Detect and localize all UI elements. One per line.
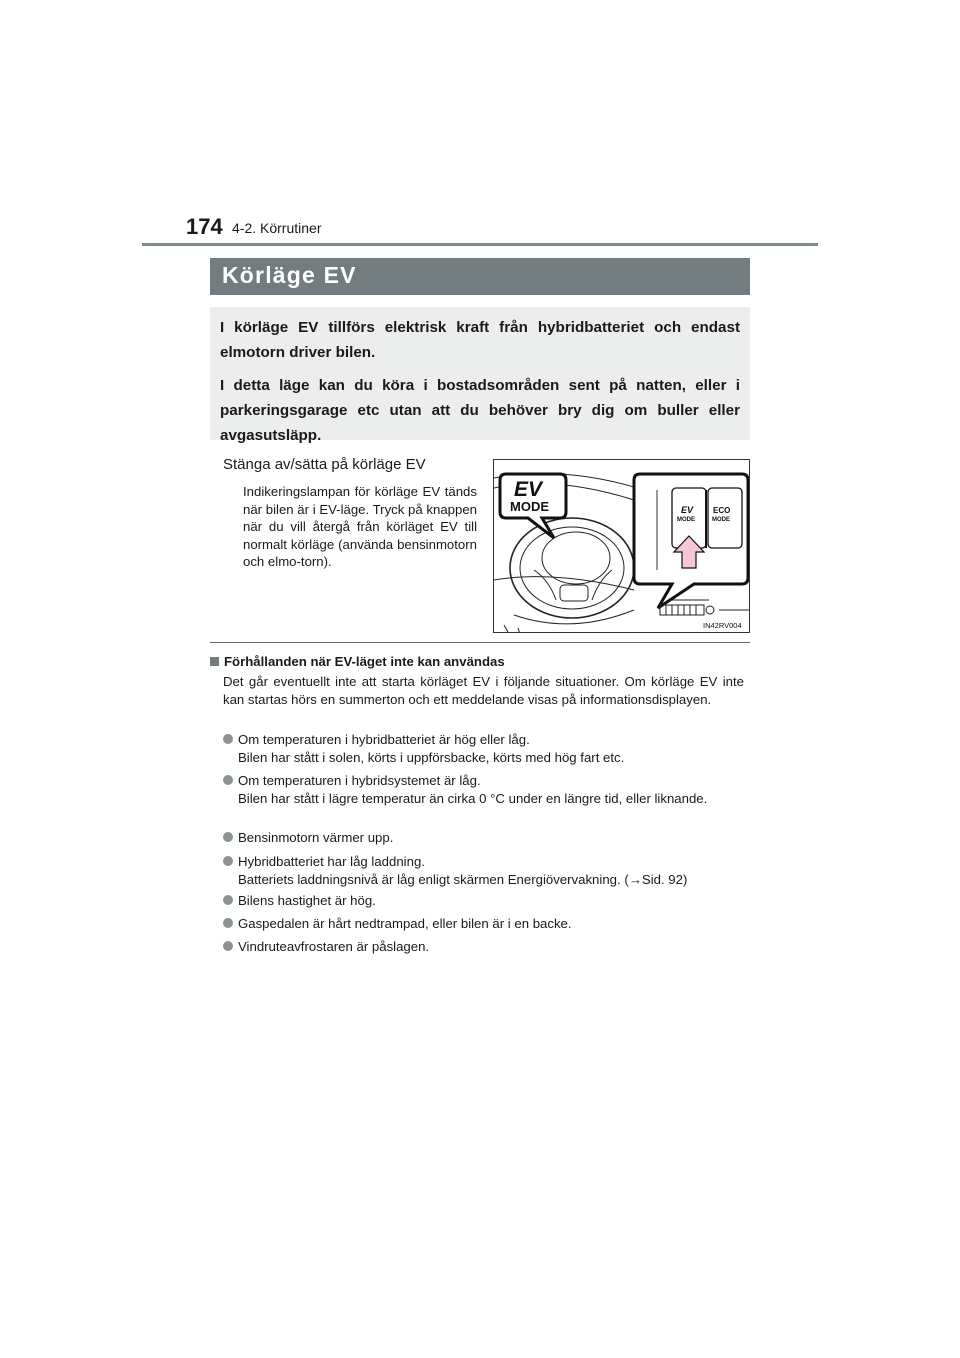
list-item-line1: Bilens hastighet är hög. bbox=[238, 893, 376, 908]
conditions-heading bbox=[210, 654, 505, 669]
dashboard-drawing bbox=[494, 460, 750, 633]
page-number: 174 bbox=[186, 214, 223, 239]
list-item bbox=[223, 731, 747, 767]
bullet-icon bbox=[223, 941, 233, 951]
title-bar bbox=[210, 258, 750, 295]
ev-button-label-top: EV bbox=[681, 505, 694, 515]
list-item bbox=[223, 938, 747, 956]
switch-row bbox=[660, 605, 714, 615]
callout-mode-text: MODE bbox=[510, 499, 549, 514]
bullet-icon bbox=[223, 832, 233, 842]
list-item bbox=[223, 915, 747, 933]
square-bullet-icon bbox=[210, 657, 219, 666]
list-item bbox=[223, 829, 747, 847]
list-item-line1: Om temperaturen i hybridbatteriet är hög eller låg. bbox=[238, 732, 530, 747]
intro-box bbox=[210, 307, 750, 444]
figure-code: IN42RV004 bbox=[703, 621, 742, 630]
list-item-line1: Gaspedalen är hårt nedtrampad, eller bilen är i en backe. bbox=[238, 916, 572, 931]
callout-ev-text: EV bbox=[514, 478, 543, 501]
conditions-heading-text: Förhållanden när EV-läget inte kan användas bbox=[224, 654, 505, 669]
intro-paragraph: I detta läge kan du köra i bostadsområden sent på natten, eller i parkeringsgarage etc utan att du behöver bry dig om buller eller avgasutsläpp. bbox=[220, 377, 740, 444]
bullet-icon bbox=[223, 895, 233, 905]
list-item bbox=[223, 853, 747, 889]
ev-mode-illustration bbox=[493, 459, 750, 633]
section-divider bbox=[210, 642, 750, 643]
bullet-icon bbox=[223, 918, 233, 928]
list-item-line2: Batteriets laddningsnivå är låg enligt skärmen Energiövervakning. (→Sid. 92) bbox=[238, 872, 688, 887]
list-item-line1: Om temperaturen i hybridsystemet är låg. bbox=[238, 773, 481, 788]
toggle-heading: Stänga av/sätta på körläge EV bbox=[223, 456, 426, 473]
conditions-intro: Det går eventuellt inte att starta körläget EV i följande situationer. Om körläge EV inte kan startas hörs en summerton och ett meddelande visas på informationsdisplayen. bbox=[223, 674, 744, 707]
bullet-icon bbox=[223, 856, 233, 866]
button-panel-callout bbox=[634, 474, 748, 608]
ev-button-label-bottom: MODE bbox=[677, 517, 695, 523]
list-item-line2: Bilen har stått i lägre temperatur än cirka 0 °C under en längre tid, eller liknande. bbox=[238, 791, 708, 806]
toggle-description: Indikeringslampan för körläge EV tänds när bilen är i EV-läge. Tryck på knappen när du vill återgå från körläget EV till normalt körläge (använda bensinmotorn och elmo-torn). bbox=[243, 484, 477, 570]
page-title: Körläge EV bbox=[222, 262, 357, 288]
list-item-line1: Bensinmotorn värmer upp. bbox=[238, 830, 394, 845]
list-item bbox=[223, 892, 747, 910]
eco-button-label-bottom: MODE bbox=[712, 517, 730, 523]
list-item bbox=[223, 772, 747, 808]
eco-button-label-top: ECO bbox=[713, 506, 731, 515]
bullet-icon bbox=[223, 734, 233, 744]
bullet-icon bbox=[223, 775, 233, 785]
section-label: 4-2. Körrutiner bbox=[232, 220, 322, 236]
header-rule bbox=[142, 243, 818, 246]
list-item-line1: Hybridbatteriet har låg laddning. bbox=[238, 854, 425, 869]
list-item-line1: Vindruteavfrostaren är påslagen. bbox=[238, 939, 430, 954]
intro-paragraph: I körläge EV tillförs elektrisk kraft från hybridbatteriet och endast elmotorn driver bilen. bbox=[220, 319, 740, 361]
list-item-line2: Bilen har stått i solen, körts i uppförsbacke, körts med hög fart etc. bbox=[238, 750, 625, 765]
